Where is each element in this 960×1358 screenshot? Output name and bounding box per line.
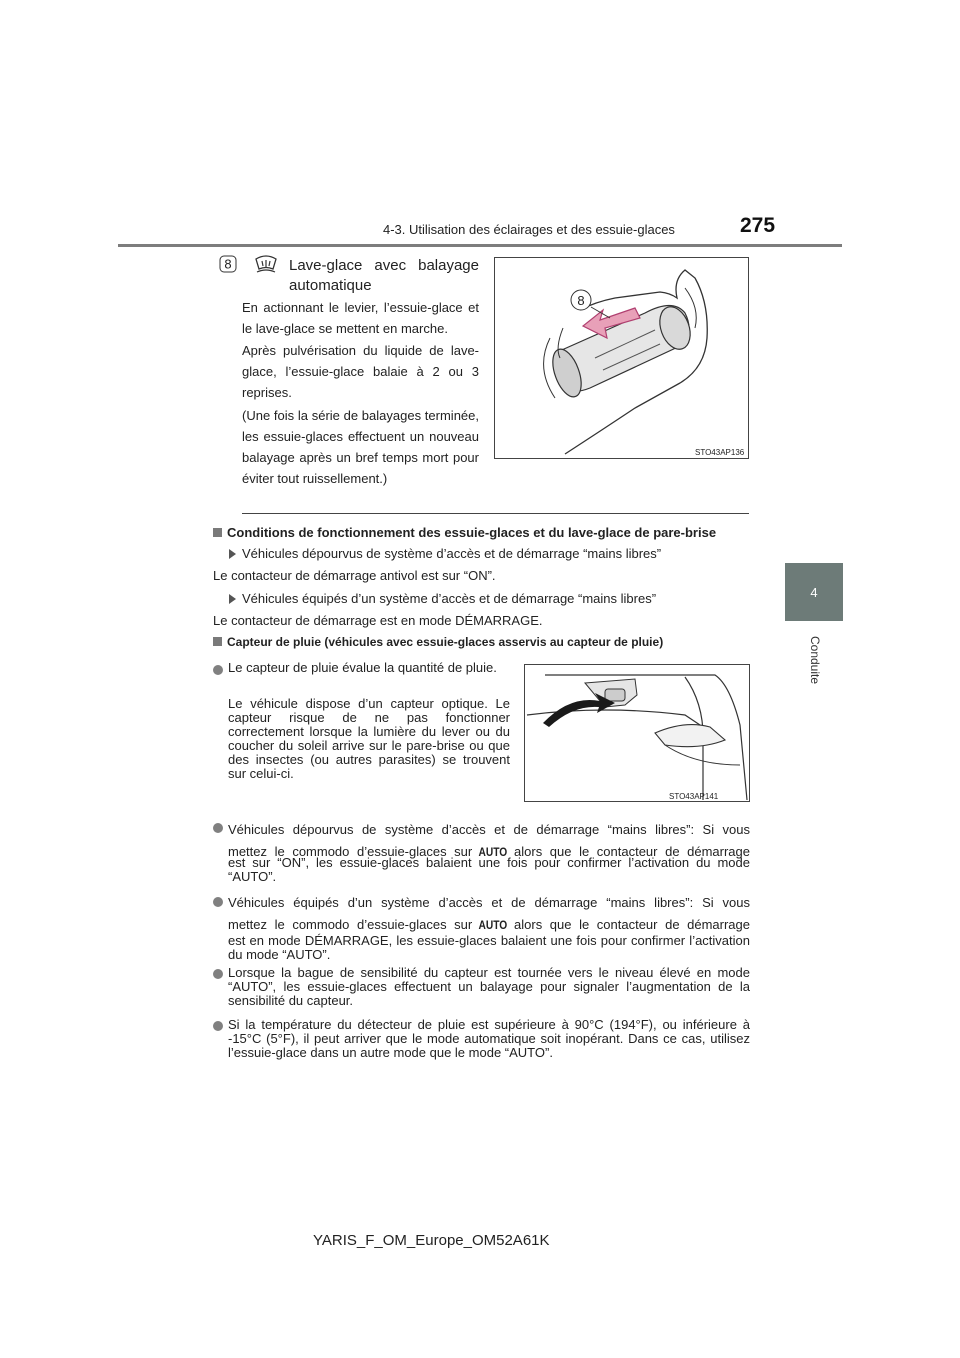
bullet [213, 823, 223, 833]
svg-text:8: 8 [577, 293, 585, 308]
document-id: YARIS_F_OM_Europe_OM52A61K [313, 1232, 550, 1249]
rain-sensor-bullet-3-rest: est en mode DÉMARRAGE, les essuie-glaces balaient une fois pour confirmer l’activation du mode “AUTO”. [228, 933, 750, 962]
bullet [213, 665, 223, 675]
chapter-label: Conduite [808, 635, 822, 685]
bullet [213, 969, 223, 979]
rain-sensor-heading: Capteur de pluie (véhicules avec essuie-glaces asservis au capteur de pluie) [213, 635, 753, 649]
auto-mode-label: AUTO [478, 845, 508, 859]
figure-code: STO43AP141 [669, 792, 719, 801]
subcondition-1: Véhicules dépourvus de système d’accès et de démarrage “mains libres” [229, 546, 661, 561]
header-divider [118, 244, 842, 247]
rain-sensor-bullet-3: Véhicules équipés d’un système d’accès et de démarrage “mains libres”: Si vous mettez le commodo d’essuie-glaces sur AUTO alors que le contacteur de démarrage [228, 892, 750, 936]
rain-sensor-illustration [524, 664, 750, 802]
wiper-lever-illustration [494, 257, 749, 459]
bullet [213, 897, 223, 907]
rain-sensor-bullet-1: Le capteur de pluie évalue la quantité de pluie. [228, 660, 497, 675]
bullet [213, 1021, 223, 1031]
paragraph: En actionnant le levier, l’essuie-glace et le lave-glace se mettent en marche. [242, 300, 479, 336]
page-number: 275 [740, 214, 776, 237]
rain-sensor-bullet-4: Lorsque la bague de sensibilité du capteur est tournée vers le niveau élevé en mode “AUTO”, les essuie-glaces effectuent un balayage pour signaler l’augmentation de la sensibilité du capteur. [228, 965, 750, 1008]
auto-mode-label: AUTO [478, 918, 508, 932]
conditions-heading: Conditions de fonctionnement des essuie-glaces et du lave-glace de pare-brise [213, 525, 753, 540]
section-title: 4-3. Utilisation des éclairages et des essuie-glaces [383, 222, 675, 237]
paragraph: Après pulvérisation du liquide de lave-glace, l’essuie-glace balaie à 2 ou 3 reprises. [242, 343, 479, 400]
rain-sensor-bullet-5: Si la température du détecteur de pluie est supérieure à 90°C (194°F), ou inférieure à -15°C (5°F), il peut arriver que le mode automatique soit inopérant. Dans ce cas, utilisez l’essuie-glace dans un autre mode que le mode “AUTO”. [228, 1017, 750, 1060]
washer-icon [254, 254, 278, 281]
figure-code: STO43AP136 [695, 448, 745, 457]
subcondition-2: Véhicules équipés d’un système d’accès et de démarrage “mains libres” [229, 591, 656, 606]
condition-text-2: Le contacteur de démarrage est en mode DÉMARRAGE. [213, 613, 543, 628]
rain-sensor-bullet-2-rest: est sur “ON”, les essuie-glaces balaient une fois pour confirmer l’activation du mode “AUTO”. [228, 855, 750, 884]
rain-sensor-bullet-2: Véhicules dépourvus de système d’accès et de démarrage “mains libres”: Si vous mettez le commodo d’essuie-glaces sur AUTO alors que le contacteur de démarrage [228, 819, 750, 863]
chapter-tab [785, 563, 843, 621]
condition-text-1: Le contacteur de démarrage antivol est sur “ON”. [213, 568, 496, 583]
section-divider [242, 513, 749, 514]
item-number-badge [219, 255, 237, 278]
svg-text:8: 8 [224, 256, 232, 272]
chapter-number: 4 [810, 584, 818, 600]
rain-sensor-bullet-1-detail: Le véhicule dispose d’un capteur optique. Le capteur risque de ne pas fonctionner correctement lorsque la lumière du lever ou du coucher du soleil arrive sur le pare-brise ou que des insectes (ou autres parasites) se trouvent sur celui-ci. [228, 696, 510, 781]
feature-title: Lave-glace avec balayage automatique [289, 257, 479, 294]
paragraph: (Une fois la série de balayages terminée, les essuie-glaces effectuent un nouveau balayage après un bref temps mort pour éviter tout ruissellement.) [242, 408, 479, 486]
